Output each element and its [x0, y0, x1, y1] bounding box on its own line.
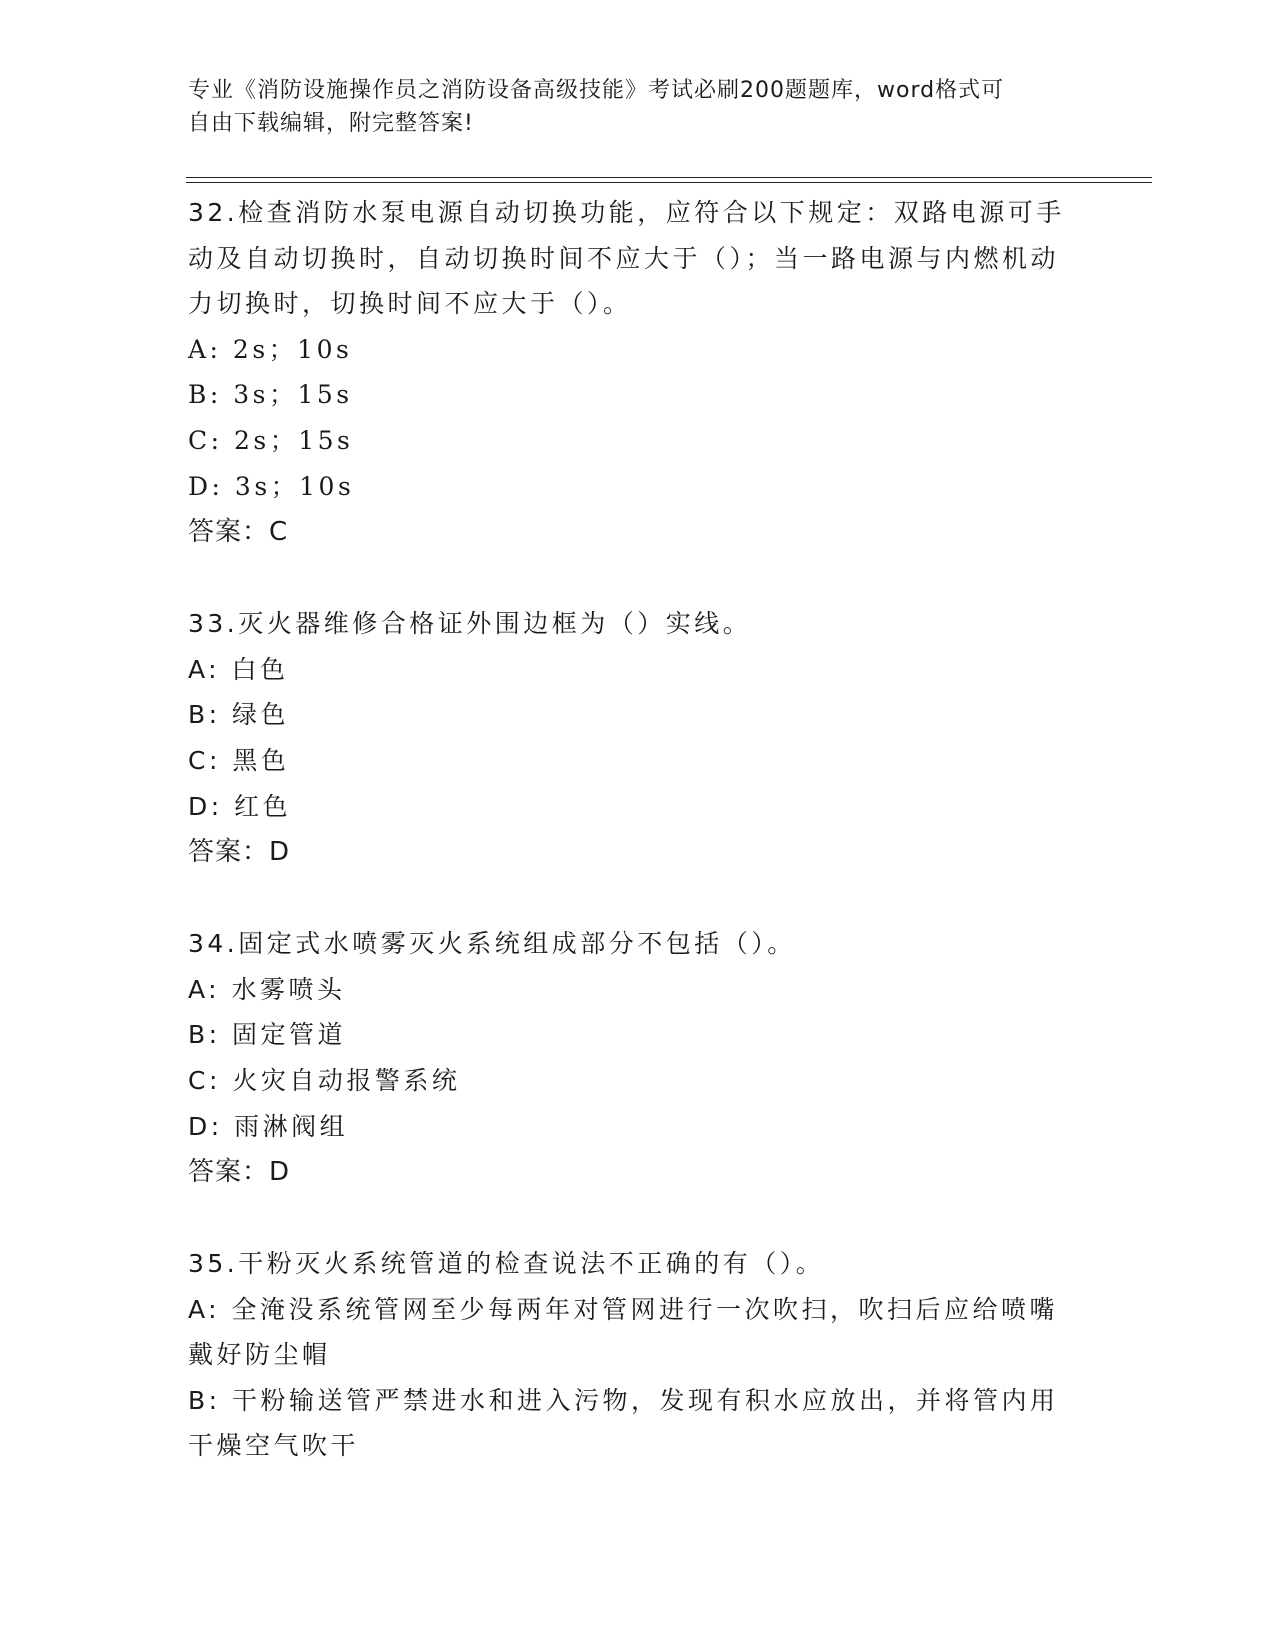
option-b: B: 绿色 — [188, 700, 290, 730]
question-32 — [188, 190, 1088, 555]
question-33 — [188, 601, 1088, 875]
option-b: B: 干粉输送管严禁进水和进入污物，发现有积水应放出，并将管内用干燥空气吹干 — [188, 1385, 1059, 1461]
question-stem: 34.固定式水喷雾灭火系统组成部分不包括（）。 — [188, 929, 796, 959]
option-d: D: 雨淋阀组 — [188, 1111, 349, 1141]
option-a: A: 全淹没系统管网至少每两年对管网进行一次吹扫，吹扫后应给喷嘴戴好防尘帽 — [188, 1294, 1059, 1370]
question-stem: 35.干粉灭火系统管道的检查说法不正确的有（）。 — [188, 1249, 825, 1279]
question-34 — [188, 921, 1088, 1195]
header-line-1: 专业《消防设施操作员之消防设备高级技能》考试必刷200题题库，word格式可 — [188, 78, 1005, 103]
question-stem: 33.灭火器维修合格证外围边框为（）实线。 — [188, 609, 752, 639]
header-line-2: 自由下载编辑，附完整答案! — [188, 111, 474, 136]
option-a: A: 白色 — [188, 654, 289, 684]
option-a: A: 水雾喷头 — [188, 974, 346, 1004]
option-a: A: 2s；10s — [188, 334, 353, 364]
option-b: B: 固定管道 — [188, 1020, 347, 1050]
question-35 — [188, 1241, 1088, 1469]
question-list — [188, 190, 1088, 1515]
answer-label: 答案：D — [188, 837, 291, 868]
option-d: D: 3s；10s — [188, 471, 355, 501]
option-c: C: 黑色 — [188, 745, 290, 775]
option-c: C: 火灾自动报警系统 — [188, 1065, 461, 1095]
question-stem: 32.检查消防水泵电源自动切换功能，应符合以下规定：双路电源可手动及自动切换时，自动切换时间不应大于（）；当一路电源与内燃机动力切换时，切换时间不应大于（）。 — [188, 198, 1065, 319]
header-divider-bottom — [186, 182, 1152, 183]
option-c: C: 2s；15s — [188, 425, 354, 455]
document-header — [188, 74, 1068, 140]
answer-label: 答案：C — [188, 517, 289, 548]
answer-label: 答案：D — [188, 1157, 291, 1188]
header-divider-top — [186, 177, 1152, 178]
option-d: D: 红色 — [188, 791, 292, 821]
option-b: B: 3s；15s — [188, 380, 353, 410]
